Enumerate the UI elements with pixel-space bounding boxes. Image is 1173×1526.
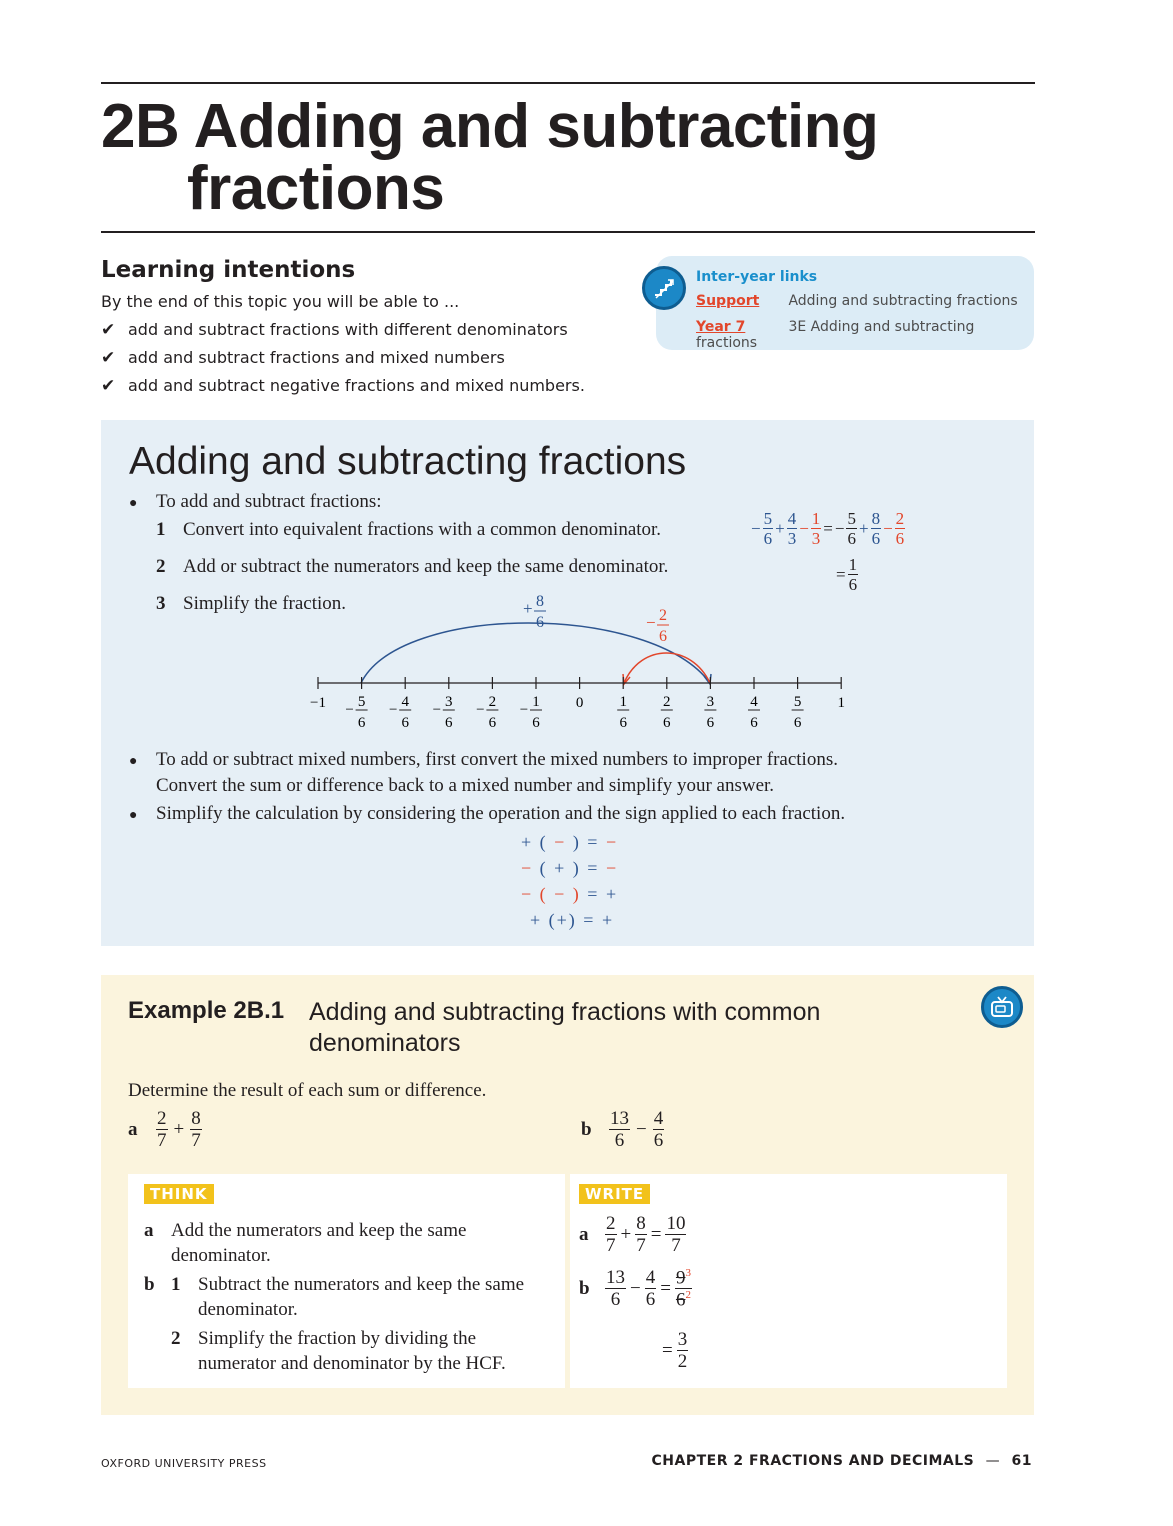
page-title-line2: fractions xyxy=(187,154,445,223)
svg-text:6: 6 xyxy=(401,715,409,731)
bullet-add-subtract: ● To add and subtract fractions: xyxy=(129,491,382,512)
write-answer-a: a $\frac{2}{7}$ + $\frac{8}{7}$ = $\frac{10}{7}$ xyxy=(579,1213,686,1256)
sign-rule-2: − ( + ) = − xyxy=(521,858,619,878)
arc-minus-den: 6 xyxy=(659,628,667,645)
video-icon[interactable] xyxy=(981,986,1023,1028)
write-tag: WRITE xyxy=(579,1184,650,1204)
write-answer-b: b $\frac{13}{6}$ − $\frac{4}{6}$ = $\frac{9^3}{6^2}$ xyxy=(579,1267,691,1311)
write-card xyxy=(570,1174,1007,1388)
sign-rule-1: + ( − ) = − xyxy=(521,832,619,852)
example-instruction: Determine the result of each sum or difference. xyxy=(128,1080,487,1101)
learning-intentions-heading: Learning intentions xyxy=(101,257,356,283)
write-answer-b-final: = $\frac{3}{2}$ xyxy=(662,1329,688,1372)
title-rule xyxy=(101,231,1035,233)
example-title: Adding and subtracting fractions with common denominators xyxy=(309,998,821,1057)
number-line-tick-label xyxy=(837,695,845,711)
page-number: 61 xyxy=(1011,1453,1032,1469)
think-tag: THINK xyxy=(144,1184,214,1204)
svg-text:6: 6 xyxy=(445,715,453,731)
year7-link[interactable]: Year 7 xyxy=(696,319,746,335)
page-title-line1: 2B Adding and subtracting xyxy=(101,92,879,161)
number-line-tick-label xyxy=(520,694,542,731)
number-line-tick-label xyxy=(389,694,411,731)
step-1: 1 Convert into equivalent fractions with a common denominator. xyxy=(156,519,662,540)
svg-text:3: 3 xyxy=(445,694,453,710)
svg-text:5: 5 xyxy=(793,694,802,710)
svg-text:2: 2 xyxy=(663,694,671,710)
footer-chapter: CHAPTER 2 FRACTIONS AND DECIMALS — 61 xyxy=(651,1453,1032,1469)
learning-intentions-intro: By the end of this topic you will be able to ... xyxy=(101,292,460,311)
arc-plus-num: 8 xyxy=(536,593,544,610)
sign-rule-4: + (+) = + xyxy=(530,910,615,930)
number-line-axis xyxy=(310,677,845,731)
arc-plus-sign: + xyxy=(523,599,533,618)
number-line-tick-label xyxy=(792,694,804,731)
svg-text:−: − xyxy=(345,702,354,718)
svg-text:6: 6 xyxy=(357,715,366,731)
check-icon: ✔ xyxy=(101,376,116,396)
svg-text:4: 4 xyxy=(750,694,758,710)
worked-equation-2: = $\frac{1}{6}$ xyxy=(836,555,858,594)
svg-text:6: 6 xyxy=(706,715,715,731)
worked-equation-1: − $\frac{5}{6}$ + $\frac{4}{3}$ − $\frac{1}{3}$ = − $\frac{5}{6}$ + $\frac{8}{6}$ − $\frac{2}{6}$ xyxy=(751,509,905,548)
step-2: 2 Add or subtract the numerators and keep the same denominator. xyxy=(156,556,669,577)
theory-panel xyxy=(101,420,1034,946)
check-icon: ✔ xyxy=(101,348,116,368)
svg-text:−: − xyxy=(519,702,529,718)
example-panel xyxy=(101,975,1034,1415)
svg-text:6: 6 xyxy=(663,715,671,731)
support-link[interactable]: Support xyxy=(696,293,760,309)
learning-intention-item: ✔ add and subtract fractions and mixed numbers xyxy=(101,348,505,368)
svg-text:6: 6 xyxy=(750,715,758,731)
number-line-tick-label xyxy=(310,695,326,711)
number-line-diagram xyxy=(291,588,871,738)
sign-rule-3: − ( − ) = + xyxy=(521,884,619,904)
number-line-tick-label xyxy=(576,695,584,711)
svg-text:−1: −1 xyxy=(310,695,326,711)
example-label: Example 2B.1 xyxy=(128,997,285,1024)
svg-text:0: 0 xyxy=(575,695,584,711)
svg-text:−: − xyxy=(388,702,398,718)
question-b: b $\frac{13}{6}$ − $\frac{4}{6}$ xyxy=(581,1108,664,1151)
number-line-tick-label xyxy=(617,694,629,731)
learning-intention-item: ✔ add and subtract fractions with different denominators xyxy=(101,320,568,340)
arc-plus xyxy=(361,623,710,683)
number-line-tick-label xyxy=(661,694,673,731)
number-line-tick-label xyxy=(704,694,716,731)
svg-text:−: − xyxy=(476,702,485,718)
svg-text:4: 4 xyxy=(401,694,409,710)
svg-text:1: 1 xyxy=(532,694,540,710)
svg-text:−: − xyxy=(432,702,442,718)
bullet-mixed-numbers-line2: Convert the sum or difference back to a mixed number and simplify your answer. xyxy=(156,775,775,796)
svg-text:6: 6 xyxy=(488,715,497,731)
svg-text:3: 3 xyxy=(706,694,715,710)
step-3: 3 Simplify the fraction. xyxy=(156,593,347,614)
svg-text:6: 6 xyxy=(793,715,802,731)
arc-plus-den: 6 xyxy=(536,614,544,631)
inter-year-links-icon[interactable] xyxy=(642,266,686,310)
check-icon: ✔ xyxy=(101,320,116,340)
number-line-tick-label xyxy=(433,694,455,731)
number-line-tick-label xyxy=(345,694,367,731)
inter-year-links-title: Inter-year links xyxy=(696,269,818,285)
page-title xyxy=(101,92,879,223)
inter-year-links-box xyxy=(656,256,1034,350)
number-line-tick-label xyxy=(476,694,498,731)
theory-title: Adding and subtracting fractions xyxy=(129,440,687,483)
svg-text:1: 1 xyxy=(619,694,627,710)
svg-text:2: 2 xyxy=(488,694,497,710)
svg-text:6: 6 xyxy=(619,715,627,731)
arc-minus-sign: − xyxy=(646,613,656,632)
svg-text:1: 1 xyxy=(837,695,845,711)
svg-text:6: 6 xyxy=(532,715,540,731)
svg-text:5: 5 xyxy=(357,694,366,710)
footer-publisher: OXFORD UNIVERSITY PRESS xyxy=(101,1457,267,1470)
inter-year-link-row: Support Adding and subtracting fractions xyxy=(696,293,1018,309)
arc-minus-num: 2 xyxy=(659,607,667,624)
bullet-mixed-numbers: ● To add or subtract mixed numbers, first convert the mixed numbers to improper fractions. xyxy=(129,749,838,770)
think-card: THINK a Add the numerators and keep the same denominator. b 1 Subtract the numerators and keep the same denominator. 2 Simplify the fraction by dividing the numerator and denominator by the HCF. xyxy=(128,1174,565,1388)
top-rule xyxy=(101,82,1035,84)
question-a: a $\frac{2}{7}$ + $\frac{8}{7}$ xyxy=(128,1108,201,1151)
inter-year-link-row: Year 7 3E Adding and subtracting fractions xyxy=(696,319,975,351)
learning-intention-item: ✔ add and subtract negative fractions and mixed numbers. xyxy=(101,376,585,396)
number-line-tick-label xyxy=(748,694,760,731)
bullet-simplify-signs: ● Simplify the calculation by considering the operation and the sign applied to each fraction. xyxy=(129,803,846,824)
